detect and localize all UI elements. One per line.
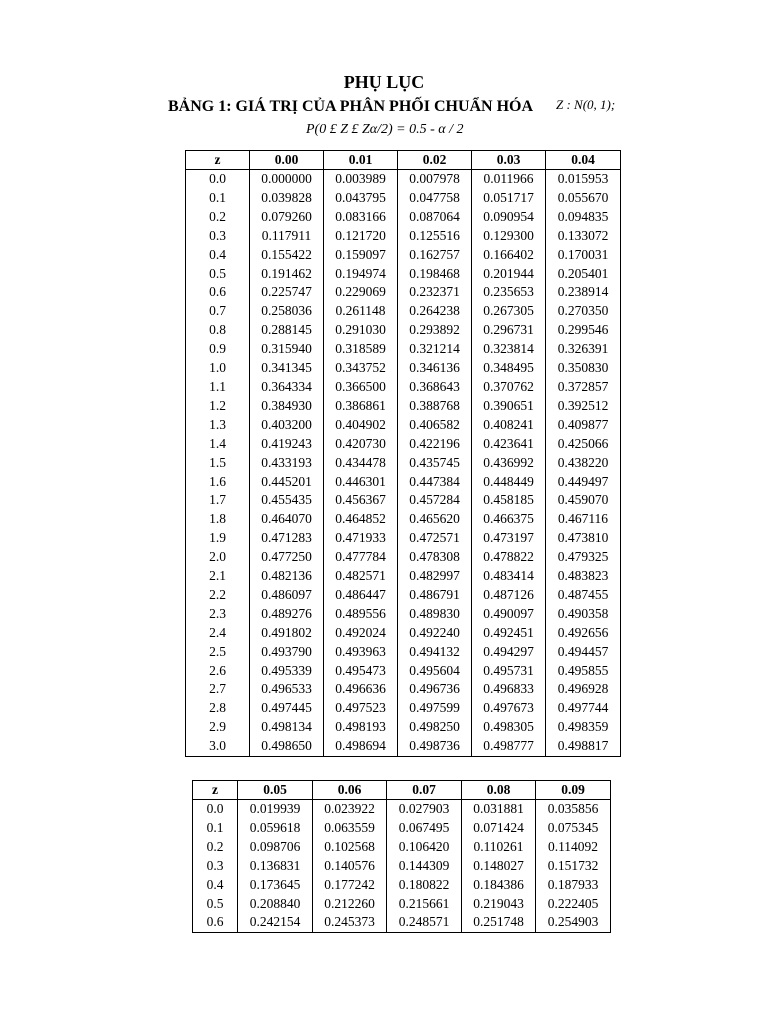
probability-cell: 0.384930 — [250, 397, 324, 416]
column-header-z: z — [186, 151, 250, 170]
probability-cell: 0.478822 — [472, 548, 546, 567]
probability-cell: 0.492451 — [472, 624, 546, 643]
probability-cell: 0.094835 — [546, 208, 621, 227]
z-value-cell: 2.9 — [186, 718, 250, 737]
probability-cell: 0.117911 — [250, 227, 324, 246]
probability-cell: 0.102568 — [313, 838, 387, 857]
probability-cell: 0.254903 — [536, 913, 611, 932]
probability-cell: 0.487126 — [472, 586, 546, 605]
probability-cell: 0.047758 — [398, 189, 472, 208]
z-value-cell: 2.2 — [186, 586, 250, 605]
probability-cell: 0.492024 — [324, 624, 398, 643]
z-value-cell: 1.4 — [186, 435, 250, 454]
table-row — [193, 857, 611, 876]
probability-cell: 0.498736 — [398, 737, 472, 756]
probability-cell: 0.194974 — [324, 265, 398, 284]
table-row — [186, 586, 621, 605]
probability-cell: 0.321214 — [398, 340, 472, 359]
probability-cell: 0.348495 — [472, 359, 546, 378]
probability-cell: 0.350830 — [546, 359, 621, 378]
probability-cell: 0.055670 — [546, 189, 621, 208]
probability-cell: 0.299546 — [546, 321, 621, 340]
column-header: 0.04 — [546, 151, 621, 170]
table-row — [186, 643, 621, 662]
table-row — [186, 699, 621, 718]
table-body — [186, 170, 621, 757]
probability-cell: 0.187933 — [536, 876, 611, 895]
z-value-cell: 2.3 — [186, 605, 250, 624]
z-value-cell: 1.0 — [186, 359, 250, 378]
probability-cell: 0.498777 — [472, 737, 546, 756]
probability-cell: 0.180822 — [387, 876, 462, 895]
z-value-cell: 2.5 — [186, 643, 250, 662]
probability-cell: 0.490097 — [472, 605, 546, 624]
probability-cell: 0.497599 — [398, 699, 472, 718]
probability-cell: 0.219043 — [462, 895, 536, 914]
table-row — [186, 321, 621, 340]
probability-cell: 0.388768 — [398, 397, 472, 416]
z-value-cell: 2.1 — [186, 567, 250, 586]
probability-cell: 0.467116 — [546, 510, 621, 529]
probability-cell: 0.067495 — [387, 819, 462, 838]
probability-cell: 0.173645 — [238, 876, 313, 895]
probability-cell: 0.133072 — [546, 227, 621, 246]
column-header: 0.07 — [387, 781, 462, 800]
probability-cell: 0.489556 — [324, 605, 398, 624]
probability-cell: 0.129300 — [472, 227, 546, 246]
probability-cell: 0.043795 — [324, 189, 398, 208]
table-row — [186, 510, 621, 529]
probability-cell: 0.293892 — [398, 321, 472, 340]
probability-cell: 0.486791 — [398, 586, 472, 605]
table-row — [186, 662, 621, 681]
z-value-cell: 0.3 — [193, 857, 238, 876]
z-value-cell: 0.4 — [186, 246, 250, 265]
table-row — [186, 170, 621, 189]
probability-cell: 0.315940 — [250, 340, 324, 359]
column-header: 0.08 — [462, 781, 536, 800]
probability-cell: 0.498305 — [472, 718, 546, 737]
table-row — [193, 800, 611, 819]
probability-cell: 0.419243 — [250, 435, 324, 454]
probability-cell: 0.498817 — [546, 737, 621, 756]
z-value-cell: 0.5 — [186, 265, 250, 284]
probability-cell: 0.496736 — [398, 680, 472, 699]
probability-cell: 0.386861 — [324, 397, 398, 416]
probability-cell: 0.148027 — [462, 857, 536, 876]
table-row — [186, 737, 621, 756]
table-row — [186, 189, 621, 208]
z-value-cell: 1.1 — [186, 378, 250, 397]
column-header: 0.06 — [313, 781, 387, 800]
probability-cell: 0.473197 — [472, 529, 546, 548]
probability-cell: 0.479325 — [546, 548, 621, 567]
z-value-cell: 0.1 — [186, 189, 250, 208]
z-value-cell: 2.6 — [186, 662, 250, 681]
probability-cell: 0.482571 — [324, 567, 398, 586]
probability-cell: 0.225747 — [250, 283, 324, 302]
probability-cell: 0.323814 — [472, 340, 546, 359]
probability-cell: 0.498694 — [324, 737, 398, 756]
probability-cell: 0.472571 — [398, 529, 472, 548]
probability-cell: 0.489830 — [398, 605, 472, 624]
probability-cell: 0.151732 — [536, 857, 611, 876]
probability-cell: 0.039828 — [250, 189, 324, 208]
probability-cell: 0.498650 — [250, 737, 324, 756]
header-row — [193, 781, 611, 800]
z-value-cell: 0.3 — [186, 227, 250, 246]
subtitle-line — [0, 96, 768, 118]
probability-cell: 0.466375 — [472, 510, 546, 529]
probability-cell: 0.498359 — [546, 718, 621, 737]
probability-cell: 0.364334 — [250, 378, 324, 397]
probability-cell: 0.245373 — [313, 913, 387, 932]
probability-cell: 0.000000 — [250, 170, 324, 189]
z-value-cell: 0.8 — [186, 321, 250, 340]
probability-cell: 0.496636 — [324, 680, 398, 699]
probability-cell: 0.059618 — [238, 819, 313, 838]
probability-cell: 0.459070 — [546, 491, 621, 510]
probability-cell: 0.110261 — [462, 838, 536, 857]
probability-cell: 0.019939 — [238, 800, 313, 819]
table-row — [186, 227, 621, 246]
probability-cell: 0.232371 — [398, 283, 472, 302]
probability-cell: 0.208840 — [238, 895, 313, 914]
probability-cell: 0.114092 — [536, 838, 611, 857]
probability-cell: 0.473810 — [546, 529, 621, 548]
z-value-cell: 1.8 — [186, 510, 250, 529]
probability-cell: 0.498134 — [250, 718, 324, 737]
probability-cell: 0.498193 — [324, 718, 398, 737]
z-value-cell: 0.2 — [186, 208, 250, 227]
probability-cell: 0.125516 — [398, 227, 472, 246]
table-row — [193, 895, 611, 914]
probability-cell: 0.184386 — [462, 876, 536, 895]
probability-cell: 0.215661 — [387, 895, 462, 914]
z-value-cell: 1.9 — [186, 529, 250, 548]
probability-cell: 0.494457 — [546, 643, 621, 662]
probability-cell: 0.458185 — [472, 491, 546, 510]
column-header: 0.01 — [324, 151, 398, 170]
probability-cell: 0.495731 — [472, 662, 546, 681]
probability-cell: 0.464852 — [324, 510, 398, 529]
z-value-cell: 2.4 — [186, 624, 250, 643]
probability-cell: 0.486097 — [250, 586, 324, 605]
probability-cell: 0.229069 — [324, 283, 398, 302]
probability-cell: 0.495604 — [398, 662, 472, 681]
z-value-cell: 1.5 — [186, 454, 250, 473]
probability-cell: 0.422196 — [398, 435, 472, 454]
probability-cell: 0.449497 — [546, 473, 621, 492]
z-value-cell: 1.2 — [186, 397, 250, 416]
table-row — [193, 838, 611, 857]
probability-cell: 0.497673 — [472, 699, 546, 718]
z-value-cell: 0.7 — [186, 302, 250, 321]
probability-cell: 0.492240 — [398, 624, 472, 643]
probability-cell: 0.471283 — [250, 529, 324, 548]
probability-cell: 0.258036 — [250, 302, 324, 321]
probability-cell: 0.408241 — [472, 416, 546, 435]
z-value-cell: 0.0 — [193, 800, 238, 819]
probability-cell: 0.079260 — [250, 208, 324, 227]
table-row — [193, 913, 611, 932]
table-row — [186, 283, 621, 302]
probability-cell: 0.235653 — [472, 283, 546, 302]
probability-cell: 0.486447 — [324, 586, 398, 605]
probability-cell: 0.390651 — [472, 397, 546, 416]
probability-cell: 0.465620 — [398, 510, 472, 529]
probability-cell: 0.435745 — [398, 454, 472, 473]
table-row — [186, 567, 621, 586]
z-table-part-2 — [192, 780, 611, 933]
probability-cell: 0.144309 — [387, 857, 462, 876]
probability-cell: 0.136831 — [238, 857, 313, 876]
probability-cell: 0.242154 — [238, 913, 313, 932]
probability-cell: 0.159097 — [324, 246, 398, 265]
table-row — [186, 416, 621, 435]
probability-cell: 0.015953 — [546, 170, 621, 189]
probability-cell: 0.492656 — [546, 624, 621, 643]
probability-cell: 0.318589 — [324, 340, 398, 359]
probability-cell: 0.497744 — [546, 699, 621, 718]
table-body — [193, 800, 611, 933]
probability-cell: 0.201944 — [472, 265, 546, 284]
probability-cell: 0.205401 — [546, 265, 621, 284]
probability-cell: 0.455435 — [250, 491, 324, 510]
probability-cell: 0.487455 — [546, 586, 621, 605]
table-subtitle: BẢNG 1: GIÁ TRỊ CỦA PHÂN PHỐI CHUẨN HÓA — [168, 98, 534, 115]
probability-cell: 0.498250 — [398, 718, 472, 737]
z-value-cell: 0.0 — [186, 170, 250, 189]
probability-cell: 0.007978 — [398, 170, 472, 189]
probability-cell: 0.121720 — [324, 227, 398, 246]
probability-cell: 0.495339 — [250, 662, 324, 681]
probability-cell: 0.493790 — [250, 643, 324, 662]
probability-cell: 0.392512 — [546, 397, 621, 416]
probability-cell: 0.368643 — [398, 378, 472, 397]
table-row — [186, 624, 621, 643]
probability-cell: 0.155422 — [250, 246, 324, 265]
z-value-cell: 1.3 — [186, 416, 250, 435]
probability-cell: 0.075345 — [536, 819, 611, 838]
z-value-cell: 0.4 — [193, 876, 238, 895]
probability-cell: 0.496533 — [250, 680, 324, 699]
probability-cell: 0.456367 — [324, 491, 398, 510]
probability-cell: 0.420730 — [324, 435, 398, 454]
probability-cell: 0.140576 — [313, 857, 387, 876]
table-row — [186, 454, 621, 473]
probability-cell: 0.496928 — [546, 680, 621, 699]
probability-cell: 0.346136 — [398, 359, 472, 378]
column-header: 0.09 — [536, 781, 611, 800]
probability-cell: 0.343752 — [324, 359, 398, 378]
table-row — [193, 876, 611, 895]
probability-cell: 0.409877 — [546, 416, 621, 435]
probability-cell: 0.494132 — [398, 643, 472, 662]
probability-cell: 0.248571 — [387, 913, 462, 932]
column-header: 0.05 — [238, 781, 313, 800]
probability-cell: 0.222405 — [536, 895, 611, 914]
probability-cell: 0.434478 — [324, 454, 398, 473]
table-row — [186, 548, 621, 567]
z-value-cell: 0.9 — [186, 340, 250, 359]
z-value-cell: 1.7 — [186, 491, 250, 510]
probability-cell: 0.491802 — [250, 624, 324, 643]
probability-cell: 0.477250 — [250, 548, 324, 567]
probability-cell: 0.270350 — [546, 302, 621, 321]
column-header: 0.03 — [472, 151, 546, 170]
probability-cell: 0.496833 — [472, 680, 546, 699]
probability-cell: 0.447384 — [398, 473, 472, 492]
table-row — [186, 491, 621, 510]
probability-cell: 0.326391 — [546, 340, 621, 359]
probability-cell: 0.031881 — [462, 800, 536, 819]
probability-cell: 0.483414 — [472, 567, 546, 586]
probability-cell: 0.063559 — [313, 819, 387, 838]
probability-cell: 0.177242 — [313, 876, 387, 895]
column-header: 0.02 — [398, 151, 472, 170]
probability-cell: 0.162757 — [398, 246, 472, 265]
probability-cell: 0.023922 — [313, 800, 387, 819]
table-row — [186, 208, 621, 227]
probability-cell: 0.482136 — [250, 567, 324, 586]
probability-cell: 0.433193 — [250, 454, 324, 473]
probability-cell: 0.372857 — [546, 378, 621, 397]
z-value-cell: 0.2 — [193, 838, 238, 857]
probability-cell: 0.051717 — [472, 189, 546, 208]
table-row — [186, 435, 621, 454]
probability-cell: 0.090954 — [472, 208, 546, 227]
probability-formula: P(0 £ Z £ Zα/2) = 0.5 - α / 2 — [306, 122, 464, 137]
probability-cell: 0.471933 — [324, 529, 398, 548]
table-row — [186, 718, 621, 737]
column-header: 0.00 — [250, 151, 324, 170]
z-table-part-1 — [185, 150, 621, 757]
probability-cell: 0.341345 — [250, 359, 324, 378]
probability-cell: 0.425066 — [546, 435, 621, 454]
probability-cell: 0.423641 — [472, 435, 546, 454]
table-row — [186, 265, 621, 284]
table-row — [186, 359, 621, 378]
table-row — [186, 302, 621, 321]
probability-cell: 0.251748 — [462, 913, 536, 932]
z-value-cell: 2.7 — [186, 680, 250, 699]
probability-cell: 0.087064 — [398, 208, 472, 227]
probability-cell: 0.497445 — [250, 699, 324, 718]
probability-cell: 0.106420 — [387, 838, 462, 857]
table-row — [186, 378, 621, 397]
probability-cell: 0.448449 — [472, 473, 546, 492]
probability-cell: 0.403200 — [250, 416, 324, 435]
probability-cell: 0.264238 — [398, 302, 472, 321]
probability-cell: 0.083166 — [324, 208, 398, 227]
probability-cell: 0.191462 — [250, 265, 324, 284]
probability-cell: 0.288145 — [250, 321, 324, 340]
probability-cell: 0.478308 — [398, 548, 472, 567]
probability-cell: 0.071424 — [462, 819, 536, 838]
z-value-cell: 0.1 — [193, 819, 238, 838]
probability-cell: 0.027903 — [387, 800, 462, 819]
probability-cell: 0.457284 — [398, 491, 472, 510]
probability-cell: 0.212260 — [313, 895, 387, 914]
probability-cell: 0.495855 — [546, 662, 621, 681]
table-row — [186, 680, 621, 699]
probability-cell: 0.261148 — [324, 302, 398, 321]
probability-cell: 0.493963 — [324, 643, 398, 662]
table-row — [186, 246, 621, 265]
probability-cell: 0.477784 — [324, 548, 398, 567]
probability-cell: 0.296731 — [472, 321, 546, 340]
probability-cell: 0.003989 — [324, 170, 398, 189]
z-value-cell: 0.5 — [193, 895, 238, 914]
probability-cell: 0.267305 — [472, 302, 546, 321]
column-header-z: z — [193, 781, 238, 800]
probability-cell: 0.406582 — [398, 416, 472, 435]
probability-cell: 0.098706 — [238, 838, 313, 857]
probability-cell: 0.370762 — [472, 378, 546, 397]
probability-cell: 0.436992 — [472, 454, 546, 473]
z-value-cell: 0.6 — [193, 913, 238, 932]
probability-cell: 0.489276 — [250, 605, 324, 624]
probability-cell: 0.170031 — [546, 246, 621, 265]
page-title: PHỤ LỤC — [343, 72, 425, 92]
probability-cell: 0.011966 — [472, 170, 546, 189]
table-row — [193, 819, 611, 838]
probability-cell: 0.035856 — [536, 800, 611, 819]
probability-cell: 0.494297 — [472, 643, 546, 662]
probability-cell: 0.445201 — [250, 473, 324, 492]
z-value-cell: 0.6 — [186, 283, 250, 302]
z-value-cell: 3.0 — [186, 737, 250, 756]
probability-cell: 0.497523 — [324, 699, 398, 718]
z-value-cell: 2.0 — [186, 548, 250, 567]
table-row — [186, 340, 621, 359]
probability-cell: 0.438220 — [546, 454, 621, 473]
z-value-cell: 1.6 — [186, 473, 250, 492]
probability-cell: 0.404902 — [324, 416, 398, 435]
probability-cell: 0.464070 — [250, 510, 324, 529]
table-row — [186, 473, 621, 492]
table-row — [186, 529, 621, 548]
probability-cell: 0.446301 — [324, 473, 398, 492]
probability-cell: 0.482997 — [398, 567, 472, 586]
probability-cell: 0.483823 — [546, 567, 621, 586]
header-row — [186, 151, 621, 170]
probability-cell: 0.490358 — [546, 605, 621, 624]
z-value-cell: 2.8 — [186, 699, 250, 718]
probability-cell: 0.198468 — [398, 265, 472, 284]
probability-cell: 0.291030 — [324, 321, 398, 340]
table-row — [186, 397, 621, 416]
probability-cell: 0.166402 — [472, 246, 546, 265]
probability-cell: 0.238914 — [546, 283, 621, 302]
probability-cell: 0.495473 — [324, 662, 398, 681]
distribution-note: Z : N(0, 1); — [556, 97, 616, 112]
table-row — [186, 605, 621, 624]
probability-cell: 0.366500 — [324, 378, 398, 397]
